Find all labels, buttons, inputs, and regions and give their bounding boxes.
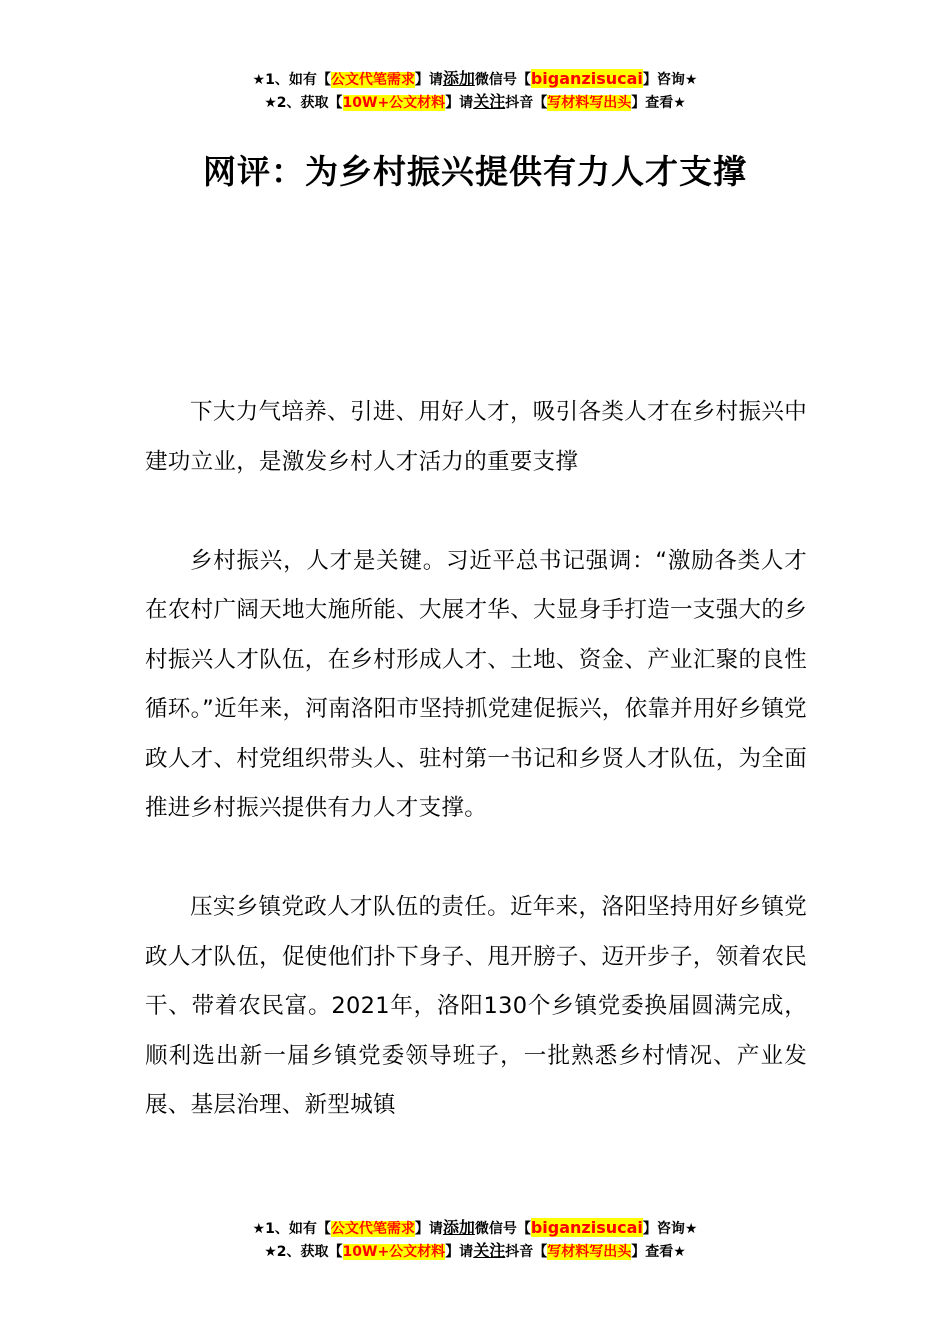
- underlined-add: 添加: [442, 1218, 475, 1237]
- underlined-add: 添加: [442, 69, 475, 88]
- banner-text: 微信号【: [474, 72, 531, 88]
- highlight-materials: 10W+公文材料: [342, 95, 446, 111]
- banner-text: ★2、获取【: [264, 1244, 343, 1260]
- banner-text: 】咨询★: [642, 1221, 698, 1237]
- document-body: [145, 388, 807, 1180]
- banner-text: 微信号【: [474, 1221, 531, 1237]
- document-title: 网评：为乡村振兴提供有力人才支撑: [203, 152, 747, 191]
- paragraph-3: 压实乡镇党政人才队伍的责任。近年来，洛阳坚持用好乡镇党政人才队伍，促使他们扑下身子、甩开膀子、迈开步子，领着农民干、带着农民富。2021年，洛阳130个乡镇党委换届圆满完成，顺利选出新一届乡镇党委领导班子，一批熟悉乡村情况、产业发展、基层治理、新型城镇: [145, 894, 807, 1118]
- banner-line-1: [0, 1217, 950, 1240]
- banner-text: 】请: [445, 1244, 474, 1260]
- banner-text: 】咨询★: [642, 72, 698, 88]
- banner-text: 】请: [414, 1221, 443, 1237]
- banner-text: ★2、获取【: [264, 95, 343, 111]
- highlight-wechat-id: biganzisucai: [530, 1218, 643, 1237]
- footer-banner: [0, 1217, 950, 1263]
- banner-line-2: [0, 1240, 950, 1263]
- underlined-follow: 关注: [473, 92, 506, 111]
- header-banner: [0, 68, 950, 114]
- paragraph-1: 下大力气培养、引进、用好人才，吸引各类人才在乡村振兴中建功立业，是激发乡村人才活力的重要支撑: [145, 399, 807, 475]
- highlight-douyin-account: 写材料写出头: [547, 1244, 632, 1260]
- banner-text: 抖音【: [505, 1244, 548, 1260]
- banner-text: 】查看★: [631, 1244, 686, 1260]
- banner-line-1: [0, 68, 950, 91]
- banner-line-2: [0, 91, 950, 114]
- banner-text: 抖音【: [505, 95, 548, 111]
- highlight-douyin-account: 写材料写出头: [547, 95, 632, 111]
- highlight-ghostwriting: 公文代笔需求: [330, 72, 415, 88]
- paragraph-2: 乡村振兴，人才是关键。习近平总书记强调：“激励各类人才在农村广阔天地大施所能、大展才华、大显身手打造一支强大的乡村振兴人才队伍，在乡村形成人才、土地、资金、产业汇聚的良性循环。”近年来，河南洛阳市坚持抓党建促振兴，依靠并用好乡镇党政人才、村党组织带头人、驻村第一书记和乡贤人才队伍，为全面推进乡村振兴提供有力人才支撑。: [145, 547, 807, 821]
- highlight-wechat-id: biganzisucai: [530, 69, 643, 88]
- banner-text: 】请: [445, 95, 474, 111]
- banner-text: 】查看★: [631, 95, 686, 111]
- highlight-materials: 10W+公文材料: [342, 1244, 446, 1260]
- banner-text: 】请: [414, 72, 443, 88]
- underlined-follow: 关注: [473, 1241, 506, 1260]
- banner-text: ★1、如有【: [252, 1221, 331, 1237]
- highlight-ghostwriting: 公文代笔需求: [330, 1221, 415, 1237]
- banner-text: ★1、如有【: [252, 72, 331, 88]
